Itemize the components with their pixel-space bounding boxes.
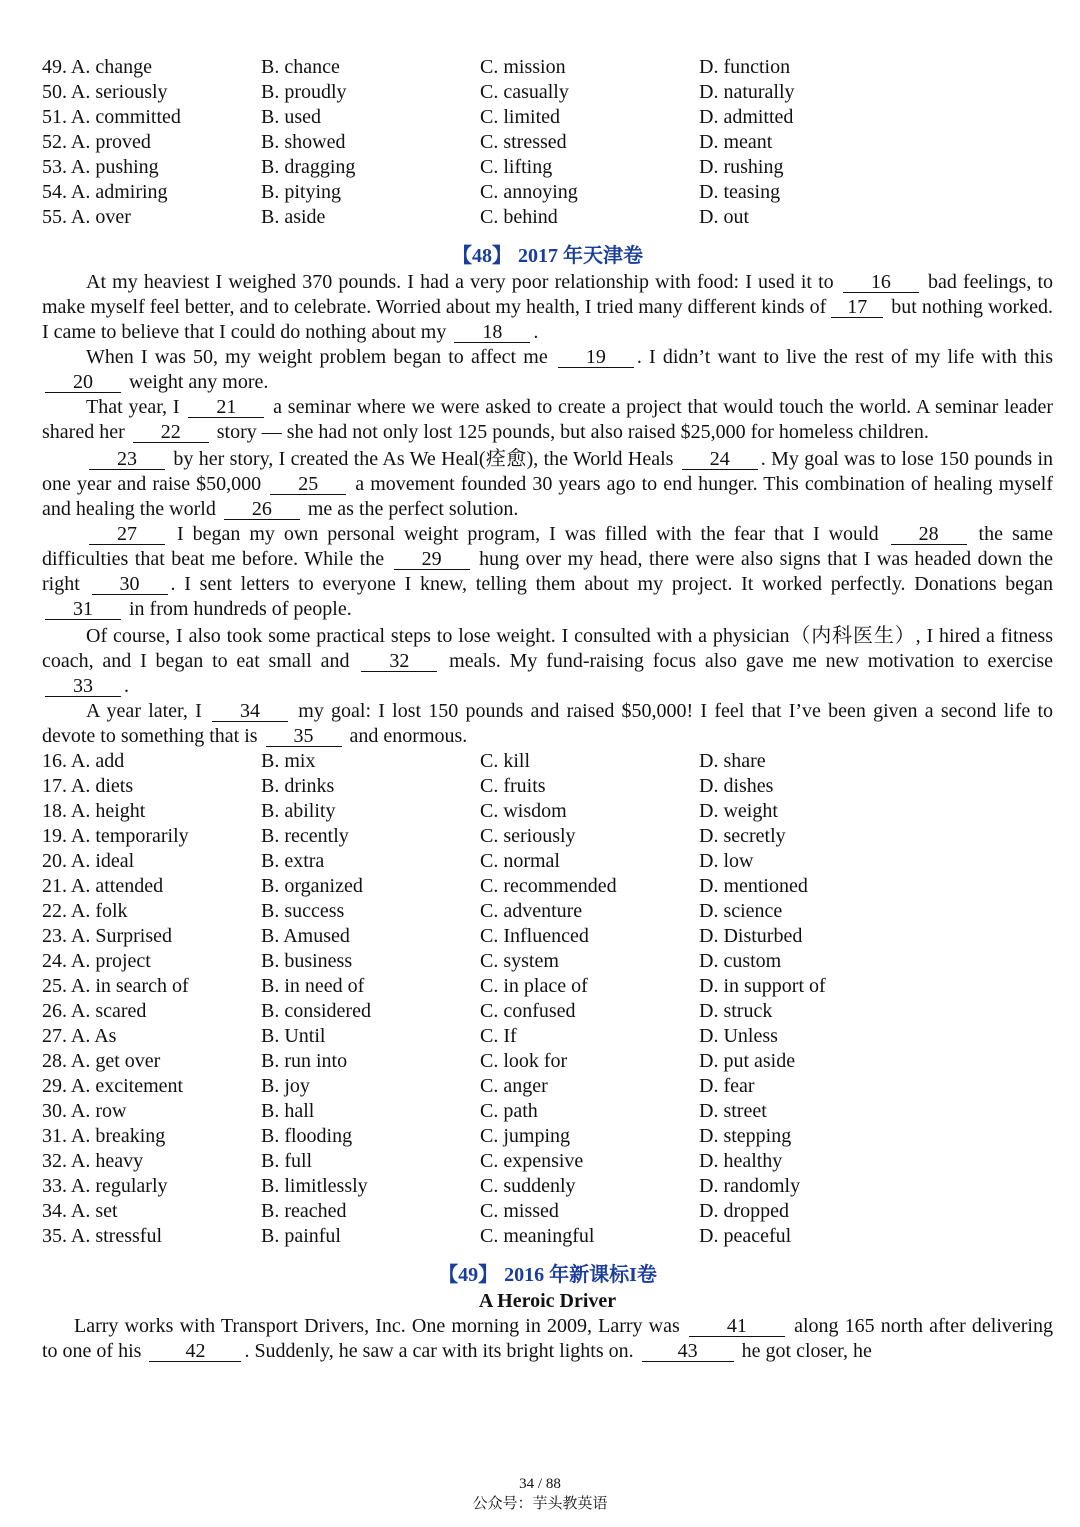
option-b: B. proudly — [261, 81, 347, 103]
option-a: 23. A. Surprised — [42, 925, 172, 947]
option-b: B. in need of — [261, 975, 365, 997]
option-c: C. behind — [480, 206, 558, 228]
text: me as the perfect solution. — [307, 498, 519, 520]
option-c: C. confused — [480, 1000, 576, 1022]
option-d: D. naturally — [699, 81, 795, 103]
option-row — [42, 1124, 1053, 1149]
blank-26: 26 — [224, 500, 300, 520]
option-b: B. organized — [261, 875, 363, 897]
option-a: 33. A. regularly — [42, 1175, 168, 1197]
page-number: 34 / 88 — [519, 1476, 561, 1492]
text: hung over my head, there were also signs that I was headed down the right — [42, 548, 1054, 595]
option-c: C. annoying — [480, 181, 578, 203]
option-d: D. fear — [699, 1075, 755, 1097]
option-row — [42, 874, 1053, 899]
option-c: C. expensive — [480, 1150, 584, 1172]
section-title: 2016 年新课标I卷 — [504, 1264, 657, 1286]
paragraph-7 — [42, 699, 1053, 749]
option-d: D. low — [699, 850, 754, 872]
option-b: B. chance — [261, 56, 340, 78]
option-a: 34. A. set — [42, 1200, 118, 1222]
option-row — [42, 849, 1053, 874]
option-b: B. mix — [261, 750, 316, 772]
option-d: D. dishes — [699, 775, 774, 797]
blank-28: 28 — [891, 525, 967, 545]
text: When I was 50, my weight problem began to affect me — [86, 346, 548, 368]
option-a: 55. A. over — [42, 206, 131, 228]
option-a: 30. A. row — [42, 1100, 127, 1122]
option-row — [42, 774, 1053, 799]
option-b: B. joy — [261, 1075, 310, 1097]
option-c: C. Influenced — [480, 925, 589, 947]
option-a: 19. A. temporarily — [42, 825, 189, 847]
blank-18: 18 — [454, 323, 530, 343]
option-d: D. Unless — [699, 1025, 778, 1047]
text: Of course, I also took some practical steps to lose weight. I consulted with a physician（内科医生）, I hired a fitness coach, and I began to eat small and — [42, 625, 1053, 672]
blank-20: 20 — [45, 373, 121, 393]
option-row — [42, 899, 1053, 924]
text: along 165 north after delivering to one of his — [42, 1315, 1053, 1362]
text: A year later, I — [86, 700, 202, 722]
option-row — [42, 1149, 1053, 1174]
option-c: C. mission — [480, 56, 566, 78]
text: . — [533, 321, 539, 343]
text: At my heaviest I weighed 370 pounds. I had a very poor relationship with food: I used it to — [86, 271, 834, 293]
option-row — [42, 1024, 1053, 1049]
option-d: D. rushing — [699, 156, 784, 178]
option-a: 17. A. diets — [42, 775, 134, 797]
text: . — [124, 675, 129, 697]
option-c: C. seriously — [480, 825, 576, 847]
option-c: C. wisdom — [480, 800, 567, 822]
option-a: 54. A. admiring — [42, 181, 168, 203]
blank-21: 21 — [188, 398, 264, 418]
text: he got closer, he — [741, 1340, 872, 1362]
option-d: D. secretly — [699, 825, 786, 847]
option-a: 24. A. project — [42, 950, 151, 972]
option-row — [42, 1074, 1053, 1099]
text: a seminar where we were asked to create a project that would touch the world. A seminar leader shared her — [42, 396, 1053, 443]
option-c: C. missed — [480, 1200, 559, 1222]
option-row — [42, 749, 1053, 774]
option-d: D. dropped — [699, 1200, 789, 1222]
option-row — [42, 974, 1053, 999]
option-d: D. meant — [699, 131, 773, 153]
option-c: C. recommended — [480, 875, 617, 897]
option-row — [42, 1199, 1053, 1224]
option-b: B. ability — [261, 800, 336, 822]
option-c: C. If — [480, 1025, 517, 1047]
option-c: C. meaningful — [480, 1225, 595, 1247]
option-c: C. fruits — [480, 775, 546, 797]
option-d: D. put aside — [699, 1050, 796, 1072]
blank-17: 17 — [831, 298, 883, 318]
option-b: B. full — [261, 1150, 313, 1172]
option-row — [42, 155, 1053, 180]
blank-19: 19 — [558, 348, 634, 368]
option-row — [42, 180, 1053, 205]
option-d: D. custom — [699, 950, 782, 972]
option-row — [42, 105, 1053, 130]
blank-24: 24 — [682, 450, 758, 470]
blank-30: 30 — [92, 575, 168, 595]
section-title: 2017 年天津卷 — [518, 245, 643, 267]
option-c: C. system — [480, 950, 559, 972]
text: my goal: I lost 150 pounds and raised $50,000! I feel that I’ve been given a second life to devote to something that is — [42, 700, 1054, 747]
option-d: D. mentioned — [699, 875, 808, 897]
option-c: C. casually — [480, 81, 569, 103]
section-heading-48 — [42, 242, 1053, 270]
blank-35: 35 — [266, 727, 342, 747]
option-a: 50. A. seriously — [42, 81, 168, 103]
option-b: B. showed — [261, 131, 346, 153]
section-heading-49 — [42, 1261, 1053, 1289]
option-d: D. teasing — [699, 181, 781, 203]
option-c: C. kill — [480, 750, 531, 772]
paragraph-3 — [42, 395, 1053, 445]
text: but nothing worked. I came to believe that I could do nothing about my — [42, 296, 1054, 343]
document-page — [42, 55, 1053, 1364]
option-a: 32. A. heavy — [42, 1150, 144, 1172]
option-a: 21. A. attended — [42, 875, 164, 897]
option-d: D. weight — [699, 800, 778, 822]
blank-41: 41 — [689, 1317, 785, 1337]
option-row — [42, 824, 1053, 849]
text: . Suddenly, he saw a car with its bright lights on. — [244, 1340, 634, 1362]
options-block-49-55 — [42, 55, 1053, 230]
option-d: D. Disturbed — [699, 925, 803, 947]
blank-29: 29 — [394, 550, 470, 570]
option-b: B. aside — [261, 206, 326, 228]
paragraph-8 — [42, 1314, 1053, 1364]
text: Larry works with Transport Drivers, Inc. One morning in 2009, Larry was — [74, 1315, 680, 1337]
option-c: C. lifting — [480, 156, 553, 178]
option-d: D. science — [699, 900, 783, 922]
text: by her story, I created the As We Heal(痊愈), the World Heals — [173, 448, 674, 470]
paragraph-1 — [42, 270, 1053, 345]
option-row — [42, 924, 1053, 949]
paragraph-6 — [42, 624, 1053, 699]
option-a: 28. A. get over — [42, 1050, 161, 1072]
option-a: 20. A. ideal — [42, 850, 135, 872]
text: story — she had not only lost 125 pounds, but also raised $25,000 for homeless children. — [216, 421, 929, 443]
option-b: B. hall — [261, 1100, 315, 1122]
text: weight any more. — [129, 371, 269, 393]
blank-23: 23 — [89, 450, 165, 470]
option-a: 18. A. height — [42, 800, 146, 822]
blank-34: 34 — [212, 702, 288, 722]
option-b: B. used — [261, 106, 321, 128]
option-a: 27. A. As — [42, 1025, 117, 1047]
text: and enormous. — [349, 725, 468, 747]
option-b: B. pitying — [261, 181, 342, 203]
text: That year, I — [86, 396, 180, 418]
blank-33: 33 — [45, 677, 121, 697]
option-c: C. look for — [480, 1050, 568, 1072]
option-c: C. path — [480, 1100, 538, 1122]
text: . My goal was to lose 150 pounds in one year and raise $50,000 — [42, 448, 1054, 495]
section-code: 【48】 — [452, 245, 512, 267]
option-a: 53. A. pushing — [42, 156, 159, 178]
option-c: C. in place of — [480, 975, 588, 997]
option-c: C. suddenly — [480, 1175, 576, 1197]
option-row — [42, 1224, 1053, 1249]
option-row — [42, 205, 1053, 230]
text: bad feelings, to make myself feel better, and to celebrate. Worried about my health, I tried many different kinds of — [42, 271, 1054, 318]
option-d: D. struck — [699, 1000, 773, 1022]
option-a: 29. A. excitement — [42, 1075, 184, 1097]
text: . I sent letters to everyone I knew, telling them about my project. It worked perfectly. Donations began — [170, 573, 1053, 595]
blank-25: 25 — [270, 475, 346, 495]
option-b: B. Until — [261, 1025, 326, 1047]
blank-43: 43 — [642, 1342, 734, 1362]
option-c: C. adventure — [480, 900, 583, 922]
option-b: B. success — [261, 900, 345, 922]
option-c: C. limited — [480, 106, 560, 128]
section-code: 【49】 — [438, 1264, 499, 1286]
blank-16: 16 — [843, 273, 919, 293]
option-b: B. dragging — [261, 156, 356, 178]
story-title: A Heroic Driver — [478, 1290, 617, 1312]
text: a movement founded 30 years ago to end hunger. This combination of healing myself and healing the world — [42, 473, 1054, 520]
option-d: D. share — [699, 750, 766, 772]
option-a: 35. A. stressful — [42, 1225, 162, 1247]
option-b: B. business — [261, 950, 353, 972]
option-b: B. run into — [261, 1050, 348, 1072]
paragraph-5 — [42, 522, 1053, 622]
paragraph-2 — [42, 345, 1053, 395]
option-a: 51. A. committed — [42, 106, 181, 128]
option-d: D. peaceful — [699, 1225, 792, 1247]
option-d: D. function — [699, 56, 791, 78]
option-d: D. admitted — [699, 106, 794, 128]
option-b: B. considered — [261, 1000, 371, 1022]
option-row — [42, 1174, 1053, 1199]
option-row — [42, 999, 1053, 1024]
option-c: C. stressed — [480, 131, 567, 153]
option-b: B. reached — [261, 1200, 347, 1222]
option-b: B. painful — [261, 1225, 341, 1247]
blank-42: 42 — [149, 1342, 241, 1362]
option-b: B. Amused — [261, 925, 350, 947]
paragraph-4 — [42, 447, 1053, 522]
option-row — [42, 55, 1053, 80]
option-row — [42, 130, 1053, 155]
option-d: D. street — [699, 1100, 767, 1122]
option-c: C. anger — [480, 1075, 548, 1097]
option-b: B. recently — [261, 825, 349, 847]
option-row — [42, 1049, 1053, 1074]
text: the same difficulties that beat me before. While the — [42, 523, 1054, 570]
option-b: B. drinks — [261, 775, 335, 797]
page-footer — [0, 1474, 1080, 1514]
option-row — [42, 949, 1053, 974]
option-a: 26. A. scared — [42, 1000, 147, 1022]
option-d: D. in support of — [699, 975, 826, 997]
option-d: D. out — [699, 206, 749, 228]
option-d: D. randomly — [699, 1175, 801, 1197]
option-b: B. extra — [261, 850, 325, 872]
option-b: B. flooding — [261, 1125, 353, 1147]
text: meals. My fund-raising focus also gave me new motivation to exercise — [449, 650, 1054, 672]
wechat-label: 公众号：芋头教英语 — [472, 1496, 608, 1512]
option-a: 22. A. folk — [42, 900, 128, 922]
option-a: 25. A. in search of — [42, 975, 189, 997]
option-d: D. healthy — [699, 1150, 783, 1172]
option-c: C. normal — [480, 850, 560, 872]
option-row — [42, 80, 1053, 105]
option-a: 52. A. proved — [42, 131, 151, 153]
blank-27: 27 — [89, 525, 165, 545]
option-d: D. stepping — [699, 1125, 792, 1147]
text: in from hundreds of people. — [129, 598, 352, 620]
option-c: C. jumping — [480, 1125, 571, 1147]
text: I began my own personal weight program, I was filled with the fear that I would — [176, 523, 879, 545]
option-row — [42, 1099, 1053, 1124]
option-b: B. limitlessly — [261, 1175, 368, 1197]
option-a: 16. A. add — [42, 750, 125, 772]
option-row — [42, 799, 1053, 824]
blank-22: 22 — [133, 423, 209, 443]
blank-32: 32 — [361, 652, 437, 672]
option-a: 31. A. breaking — [42, 1125, 166, 1147]
blank-31: 31 — [45, 600, 121, 620]
text: . I didn’t want to live the rest of my life with this — [636, 346, 1053, 368]
option-a: 49. A. change — [42, 56, 152, 78]
options-block-16-35 — [42, 749, 1053, 1249]
